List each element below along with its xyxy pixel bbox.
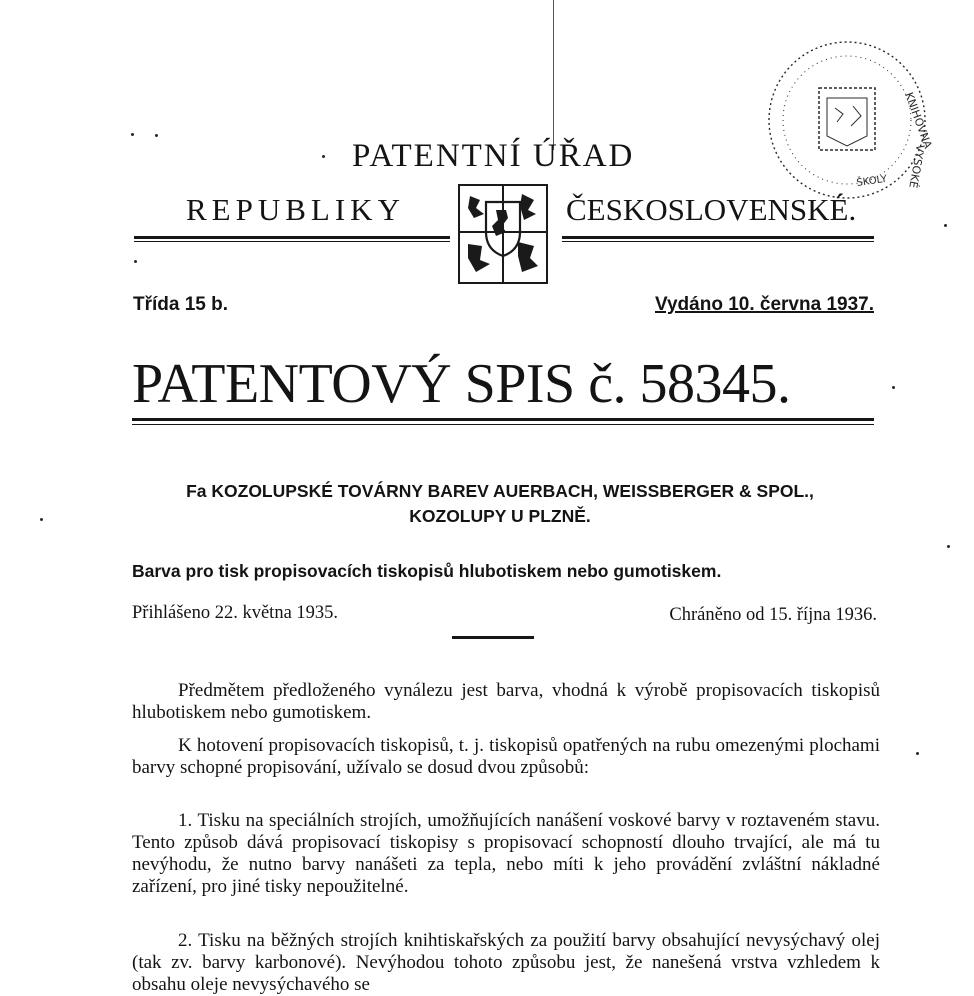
scan-speck	[134, 260, 137, 263]
applicant-block	[120, 479, 880, 529]
section-divider	[452, 636, 534, 639]
scan-speck	[947, 545, 950, 548]
office-name-country: ČESKOSLOVENSKÉ.	[566, 192, 857, 227]
protection-date: Chráněno od 15. října 1936.	[669, 605, 877, 625]
title-rule-top	[132, 418, 874, 421]
scan-speck	[40, 518, 43, 521]
scan-speck	[131, 133, 134, 136]
patent-title: PATENTOVÝ SPIS č. 58345.	[132, 353, 791, 415]
applicant-line2: KOZOLUPY U PLZNĚ.	[409, 506, 591, 526]
scan-speck	[916, 752, 919, 755]
svg-text:ŠKOLY: ŠKOLY	[855, 173, 888, 189]
coat-of-arms-icon	[456, 182, 550, 286]
office-name-republic: REPUBLIKY	[186, 192, 405, 227]
scan-speck	[155, 134, 158, 137]
page-fold-line	[553, 0, 554, 150]
scan-speck	[322, 155, 325, 158]
body-paragraph-1: Předmětem předloženého vynálezu jest barva, vhodná k výrobě propisovacích tiskopisů hlubotiskem nebo gumotiskem.	[132, 680, 880, 723]
scan-speck	[944, 224, 947, 227]
body-paragraph-2: K hotovení propisovacích tiskopisů, t. j. tiskopisů opatřených na rubu omezenými plochami barvy schopné propisování, užívalo se dosud dvou způsobů:	[132, 735, 880, 778]
issue-date: Vydáno 10. června 1937.	[655, 294, 874, 315]
svg-text:KNIHOVNA: KNIHOVNA	[902, 90, 935, 151]
body-paragraph-3: 1. Tisku na speciálních strojích, umožňujících nanášení voskové barvy v roztaveném stavu. Tento způsob dává propisovací tiskopisy s propisovací schopností dlouho trvající, ale má tu nevýhodu, že nutno barvy nanášeti za tepla, nebo míti k jeho provádění zvláštní nákladné zařízení, pro jiné tisky nepoužitelné.	[132, 810, 880, 897]
patent-subject: Barva pro tisk propisovacích tiskopisů hlubotiskem nebo gumotiskem.	[132, 561, 722, 581]
patent-class: Třída 15 b.	[133, 294, 229, 315]
svg-text:VYSOKÉ: VYSOKÉ	[906, 143, 927, 190]
header-rule-left-top	[134, 236, 450, 239]
applicant-line1: Fa KOZOLUPSKÉ TOVÁRNY BAREV AUERBACH, WEISSBERGER & SPOL.,	[186, 481, 814, 501]
header-rule-right-bottom	[562, 241, 874, 242]
office-name-line1: PATENTNÍ ÚŘAD	[352, 138, 635, 174]
header-rule-left-bottom	[134, 241, 450, 242]
body-paragraph-4: 2. Tisku na běžných strojích knihtiskařských za použití barvy obsahující nevysýchavý olej (tak zv. barvy karbonové). Nevýhodou tohoto způsobu jest, že nanešená vrstva vzhledem k obsahu oleje nevysýchavého se	[132, 930, 880, 995]
filing-date: Přihlášeno 22. května 1935.	[132, 603, 339, 623]
library-stamp-icon	[757, 36, 937, 206]
title-rule-bottom	[132, 424, 874, 425]
scan-speck	[892, 386, 895, 389]
header-rule-right-top	[562, 236, 874, 239]
